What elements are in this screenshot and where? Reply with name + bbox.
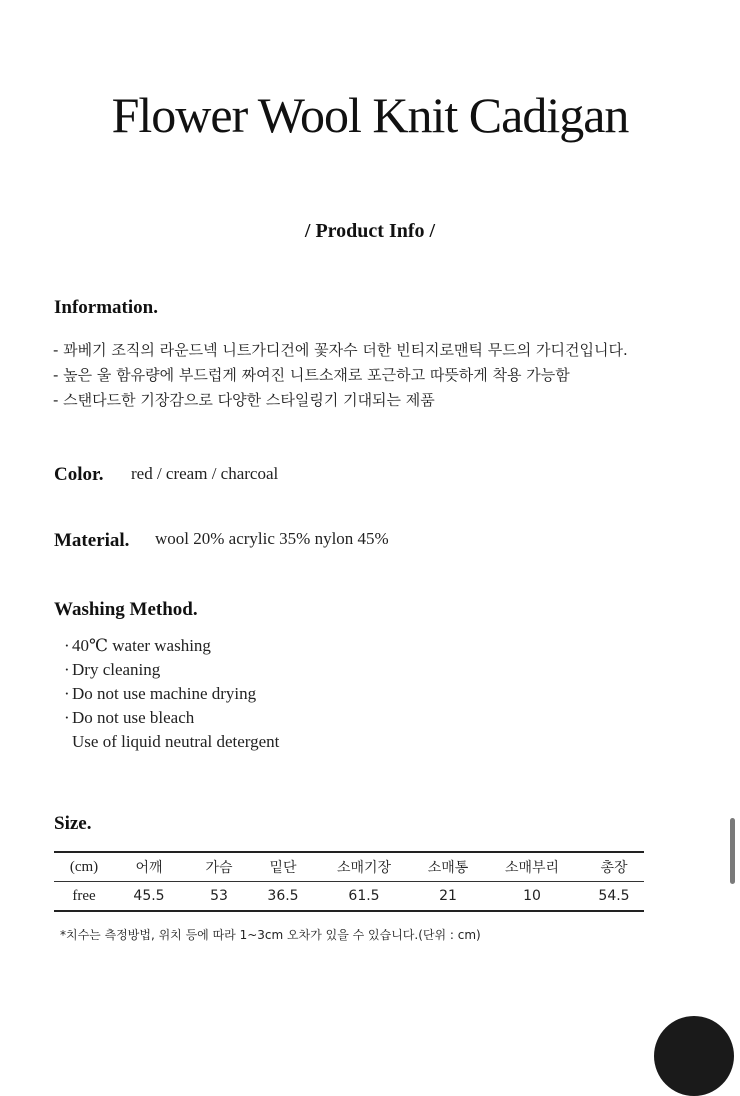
- size-cell: 54.5: [598, 888, 630, 904]
- table-row: [54, 882, 644, 912]
- size-cell: 53: [210, 888, 228, 904]
- size-cell: 36.5: [267, 888, 299, 904]
- material-value: wool 20% acrylic 35% nylon 45%: [155, 529, 389, 548]
- size-table-header-row: [54, 852, 644, 882]
- size-column-header: 소매부리: [504, 860, 560, 876]
- information-list: [53, 338, 628, 413]
- size-cell: 61.5: [348, 888, 380, 904]
- information-line: - 높은 울 함유량에 부드럽게 짜여진 니트소재로 포근하고 따뜻하게 착용 가능함: [53, 366, 570, 384]
- size-column-header: 밑단: [269, 860, 297, 876]
- washing-item: · Do not use machine drying: [64, 684, 257, 703]
- information-heading: Information.: [54, 297, 158, 318]
- size-cell: 10: [523, 888, 541, 904]
- washing-list: [64, 634, 279, 754]
- washing-item: Use of liquid neutral detergent: [72, 732, 280, 751]
- washing-item: · Do not use bleach: [64, 708, 195, 727]
- size-table: [54, 851, 644, 912]
- scrollbar-thumb[interactable]: [730, 818, 735, 884]
- size-column-header: 소매통: [427, 860, 469, 876]
- size-cell: 45.5: [133, 888, 165, 904]
- floating-button[interactable]: [654, 1016, 734, 1096]
- color-heading: Color.: [54, 464, 104, 485]
- washing-item: · Dry cleaning: [64, 660, 161, 679]
- information-line: - 꽈베기 조직의 라운드넥 니트가디건에 꽃자수 더한 빈티지로맨틱 무드의 가디건입니다.: [53, 341, 628, 359]
- size-cell: free: [72, 887, 96, 904]
- size-column-header: 소매기장: [336, 860, 392, 876]
- size-cell: 21: [439, 888, 457, 904]
- size-column-header: 어깨: [135, 860, 163, 876]
- size-column-header: 가슴: [205, 860, 233, 876]
- product-info-subtitle: / Product Info /: [304, 220, 436, 242]
- color-value: red / cream / charcoal: [131, 464, 279, 483]
- washing-item: · 40℃ water washing: [64, 636, 211, 655]
- material-heading: Material.: [54, 530, 130, 551]
- washing-heading: Washing Method.: [54, 599, 198, 620]
- size-heading: Size.: [54, 813, 92, 834]
- information-line: - 스탠다드한 기장감으로 다양한 스타일링기 기대되는 제품: [53, 391, 435, 409]
- size-footnote: *치수는 측정방법, 위치 등에 따라 1~3cm 오차가 있을 수 있습니다.(단위 : cm): [60, 928, 481, 942]
- product-title: Flower Wool Knit Cadigan: [111, 87, 629, 143]
- size-column-header: (cm): [69, 858, 99, 875]
- size-column-header: 총장: [600, 860, 628, 876]
